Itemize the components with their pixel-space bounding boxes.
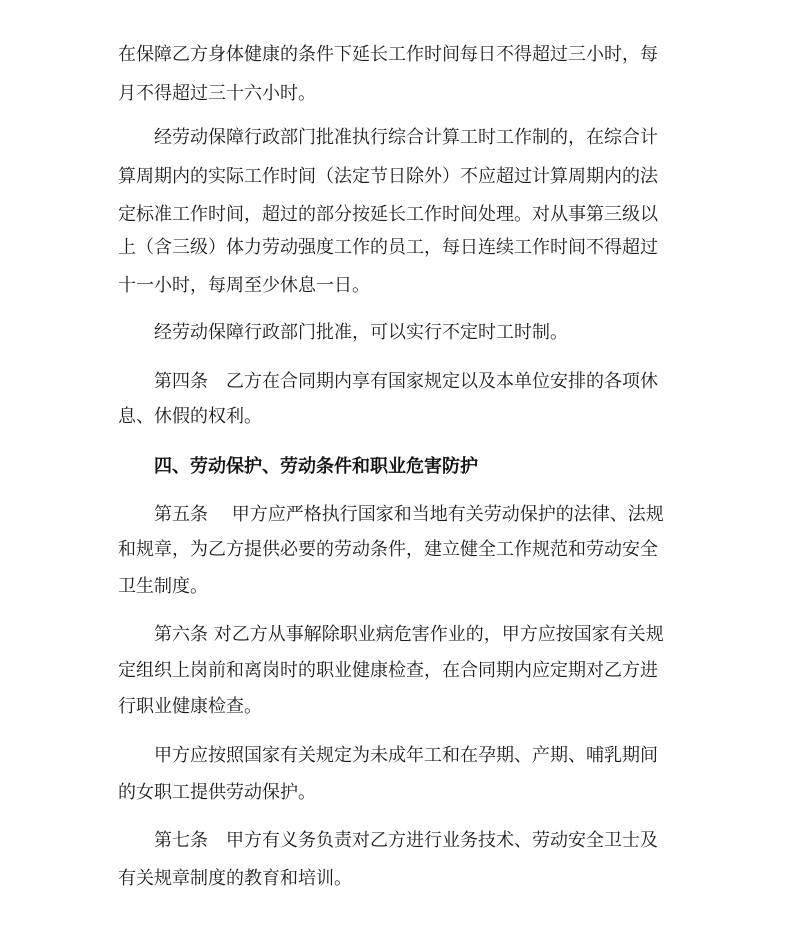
text-line: 行职业健康检查。 (118, 696, 262, 717)
text-line: 和规章，为乙方提供必要的劳动条件，建立健全工作规范和劳动安全 (118, 539, 658, 560)
text-line: 息、休假的权利。 (118, 406, 262, 427)
text-line: 第四条 乙方在合同期内享有国家规定以及本单位安排的各项休 (154, 371, 658, 392)
text-line: 定组织上岗前和离岗时的职业健康检查，在合同期内应定期对乙方进 (118, 660, 658, 681)
section-heading: 四、劳动保护、劳动条件和职业危害防护 (154, 456, 478, 477)
text-line: 第五条 甲方应严格执行国家和当地有关劳动保护的法律、法规 (154, 504, 664, 525)
text-line: 甲方应按照国家有关规定为未成年工和在孕期、产期、哺乳期间 (154, 745, 658, 766)
text-line: 算周期内的实际工作时间（法定节日除外）不应超过计算周期内的法 (118, 166, 658, 187)
text-line: 在保障乙方身体健康的条件下延长工作时间每日不得超过三小时，每 (118, 44, 658, 65)
text-line: 定标准工作时间，超过的部分按延长工作时间处理。对从事第三级以 (118, 204, 658, 225)
text-line: 上（含三级）体力劳动强度工作的员工，每日连续工作时间不得超过 (118, 237, 658, 258)
text-line: 月不得超过三十六小时。 (118, 83, 316, 104)
text-line: 经劳动保障行政部门批准，可以实行不定时工时制。 (154, 322, 568, 343)
text-line: 第七条 甲方有义务负责对乙方进行业务技术、劳动安全卫士及 (154, 830, 658, 851)
text-line: 第六条 对乙方从事解除职业病危害作业的，甲方应按国家有关规 (154, 624, 664, 645)
text-line: 的女职工提供劳动保护。 (118, 782, 316, 803)
text-line: 有关规章制度的教育和培训。 (118, 868, 352, 889)
text-line: 十一小时，每周至少休息一日。 (118, 275, 370, 296)
text-line: 卫生制度。 (118, 576, 208, 597)
text-line: 经劳动保障行政部门批准执行综合计算工时工作制的，在综合计 (154, 127, 658, 148)
